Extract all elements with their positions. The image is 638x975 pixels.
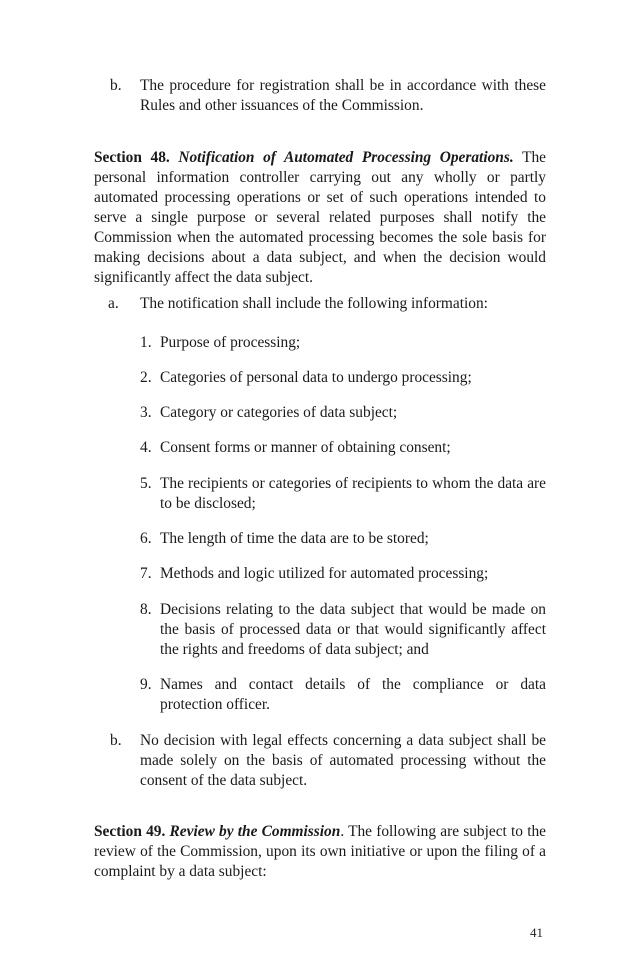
list-item-1-number: 1. [140,334,152,351]
section-48-item-a-label: a. [108,295,119,312]
list-item-3-number: 3. [140,404,152,421]
list-item-5-text: The recipients or categories of recipients to whom the data are to be disclosed; [160,475,546,512]
section-48-item-b-text: No decision with legal effects concerning a data subject shall be made solely on the basis of automated processing without the consent of the data subject. [140,732,546,789]
list-item-8-number: 8. [140,601,152,618]
section-49-paragraph [94,822,546,882]
top-item-text: The procedure for registration shall be in accordance with these Rules and other issuances of the Commission. [140,77,546,114]
list-item-4-number: 4. [140,439,152,456]
section-49-title: Review by the Commission [169,823,341,840]
list-item-2-text: Categories of personal data to undergo processing; [160,369,472,386]
section-48-item-a-text: The notification shall include the following information: [140,295,488,312]
list-item-8-text: Decisions relating to the data subject that would be made on the basis of processed data or that would significantly affect the rights and freedoms of data subject; and [160,601,546,658]
document-page [94,0,546,975]
section-48-title: Notification of Automated Processing Operations. [178,149,514,166]
list-item-3-text: Category or categories of data subject; [160,404,398,421]
section-49-body: . The following are subject to the review of the Commission, upon its own initiative or upon the filing of a complaint by a data subject: [94,823,546,880]
section-48-paragraph [94,148,546,288]
list-item-5-number: 5. [140,475,152,492]
list-item-1-text: Purpose of processing; [160,334,301,351]
list-item-7-number: 7. [140,565,152,582]
section-48-item-b-label: b. [110,732,122,749]
section-48-number: Section 48. [94,149,170,166]
section-49-number: Section 49. [94,823,166,840]
top-item-label: b. [110,77,122,94]
list-item-7-text: Methods and logic utilized for automated processing; [160,565,489,582]
page-number: 41 [530,925,543,940]
list-item-2-number: 2. [140,369,152,386]
list-item-9-text: Names and contact details of the compliance or data protection officer. [160,676,546,713]
list-item-4-text: Consent forms or manner of obtaining consent; [160,439,451,456]
section-48-body: The personal information controller carrying out any wholly or partly automated processing operations or set of such operations intended to serve a single purpose or several related purposes shall notify the Commission when the automated processing becomes the sole basis for making decisions about a data subject, and when the decision would significantly affect the data subject. [94,149,546,286]
list-item-6-number: 6. [140,530,152,547]
list-item-9-number: 9. [140,676,152,693]
list-item-6-text: The length of time the data are to be stored; [160,530,429,547]
